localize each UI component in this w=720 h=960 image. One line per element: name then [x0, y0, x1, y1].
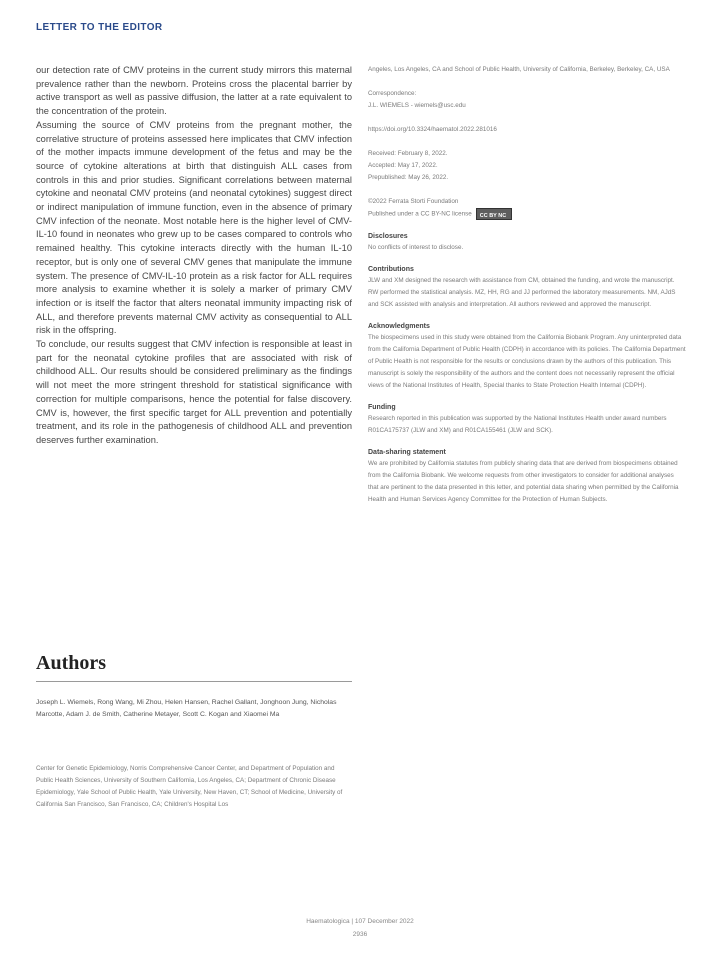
affiliations-continued: Angeles, Los Angeles, CA and School of Public Health, University of California, Berkeley, Berkeley, CA, USA — [368, 66, 670, 73]
received-date: Received: February 8, 2022. — [368, 150, 448, 157]
body-paragraph: Assuming the source of CMV proteins from the pregnant mother, the correlative structure of proteins assessed here implicates that CMV infection of the mother impacts immune development of the fetus and may be the source of cytokine alterations at birth that distinguish ALL cases from controls in this and prior studies. Significant correlations between maternal cytokine and neonatal CMV proteins (and neonatal cytokines) suggest direct or indirect manipulation of immune function, even in the absence of primary CMV infection of the neonate. Most notable here is the higher level of CMV-IL-10 found in neonates who grew up to be cases compared to controls who remained healthy. This cytokine interacts directly with the human IL-10 receptor, but is only one of several CMV genes that manipulate the immune system. The presence of CMV-IL-10 protein as a risk factor for ALL requires more analysis to examine whether it is solely a marker of primary CMV infection or is itself the factor that alters neonatal immunity impacting risk of ALL, and therefore prevents maternal CMV activity as consequential to ALL risk in the offspring. — [36, 119, 352, 336]
doi-link[interactable]: https://doi.org/10.3324/haematol.2022.281016 — [368, 126, 497, 133]
body-paragraph: our detection rate of CMV proteins in the current study mirrors this maternal prevalence rather than the newborn. Proteins cross the placental barrier by active transport as well as passive diffusion, the latter at a rate equivalent to the concentration of the protein. — [36, 65, 352, 117]
acknowledgments-heading: Acknowledgments — [368, 322, 430, 330]
data-sharing-heading: Data-sharing statement — [368, 448, 446, 456]
left-column — [36, 64, 352, 448]
data-sharing-text: We are prohibited by California statutes from publicly sharing data that are derived from biospecimens obtained from the California Biobank. We welcome requests from other investigators to consider for additional analyses that are pertinent to the data presented in this letter, and potential data sharing when permitted by the California Health and Human Services Agency Committee for the Protection of Human Subjects. — [368, 459, 679, 503]
page-number: 2936 — [352, 931, 368, 938]
acknowledgments-text: The biospecimens used in this study were obtained from the California Biobank Program. Any uninterpreted data from the California Department of Public Health (CDPH) in accordance with its policies. The California Department of Public Health is not responsible for the results or conclusions drawn by the authors of this publication. This manuscript is solely the responsibility of the authors and the content does not necessarily represent the official views of the National Institutes of Health, Special thanks to State Protection Health Internal (CDPH). — [368, 333, 686, 389]
disclosures-text: No conflicts of interest to disclose. — [368, 243, 464, 251]
funding-text: Research reported in this publication was supported by the National Institutes Health under award numbers R01CA175737 (JLW and XM) and R01CA155461 (JLW and SCK). — [368, 414, 667, 434]
prepublished-date: Prepublished: May 26, 2022. — [368, 174, 449, 181]
correspondence-label: Correspondence: — [368, 90, 417, 97]
body-paragraph: To conclude, our results suggest that CMV infection is responsible at least in part for the neonatal cytokine profiles that are associated with risk of childhood ALL. Our results should be considered preliminary as the findings will not meet the more stringent threshold for statistical significance with correction for multiple comparisons, hence the potential for false discovery. CMV is, however, the first specific target for ALL prevention and potentially treatment, and its role in the pathogenesis of childhood ALL and prevention deserves further examination. — [36, 339, 352, 445]
authors-divider — [36, 681, 352, 682]
author-list: Joseph L. Wiemels, Rong Wang, Mi Zhou, Helen Hansen, Rachel Gallant, Jonghoon Jung, Nicholas Marcotte, Adam J. de Smith, Catherine Metayer, Scott C. Kogan and Xiaomei Ma — [36, 699, 337, 718]
section-header: LETTER TO THE EDITOR — [36, 22, 163, 33]
contributions-heading: Contributions — [368, 265, 414, 273]
license-line — [368, 208, 686, 221]
disclosures-heading: Disclosures — [368, 232, 408, 240]
license-badge-text: CC BY NC — [479, 213, 507, 219]
license-text: Published under a CC BY-NC license — [368, 210, 472, 218]
affiliations: Center for Genetic Epidemiology, Norris Comprehensive Cancer Center, and Department of Population and Public Health Sciences, University of Southern California, Los Angeles, CA; Department of Chronic Disease Epidemiology, Yale School of Public Health, Yale University, New Haven, CT; School of Medicine, University of California San Francisco, San Francisco, CA; Children's Hospital Los — [36, 765, 343, 808]
funding-heading: Funding — [368, 403, 396, 411]
authors-heading: Authors — [36, 652, 107, 674]
journal-footer: Haematologica | 107 December 2022 — [306, 918, 414, 925]
correspondence-email[interactable]: J.L. WIEMELS - wiemels@usc.edu — [368, 102, 466, 109]
copyright-line: ©2022 Ferrata Storti Foundation — [368, 198, 459, 205]
contributions-text: JLW and XM designed the research with assistance from CM, obtained the funding, and wrote the manuscript. RW performed the statistical analysis. MZ, HH, RG and JJ performed the laboratory measurements. NM, AJdS and SCK assisted with analysis and interpretation. All authors reviewed and approved the manuscript. — [368, 276, 676, 308]
accepted-date: Accepted: May 17, 2022. — [368, 162, 438, 169]
cc-license-icon[interactable] — [476, 208, 512, 220]
right-column — [368, 64, 686, 518]
